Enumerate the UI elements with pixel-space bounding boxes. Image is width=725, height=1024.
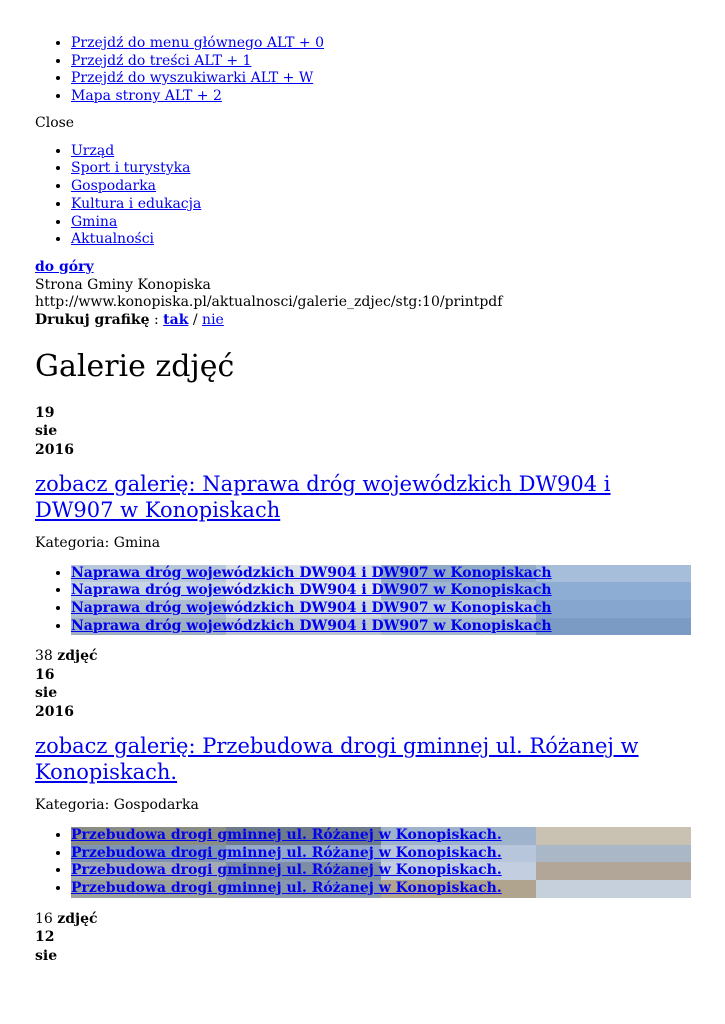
gallery-thumbnail (71, 827, 690, 845)
gallery-thumbnail (71, 845, 690, 863)
gallery-thumbnail (71, 565, 690, 583)
gallery-thumbnail (71, 862, 690, 880)
page-title: Galerie zdjęć (35, 348, 235, 384)
photo-count-word: zdjęć (57, 648, 98, 665)
print-graphics-yes-link[interactable]: tak (163, 311, 189, 328)
menu-link-gmina[interactable]: Gmina (71, 213, 118, 230)
close-button[interactable]: Close (35, 114, 75, 131)
gallery-thumbnail (71, 618, 690, 636)
main-menu (35, 143, 690, 249)
menu-item-urzad (71, 143, 690, 161)
print-graphics-sep: : (154, 311, 159, 328)
photo-count-number: 38 (35, 648, 53, 665)
thumbnail-link[interactable]: Przebudowa drogi gminnej ul. Różanej w Konopiskach. (71, 862, 502, 879)
gallery-photo-count (35, 910, 690, 929)
gallery-day: 12 (35, 929, 55, 946)
skip-link-item (71, 70, 690, 88)
print-graphics-no-link[interactable]: nie (202, 311, 224, 328)
photo-count-word: zdjęć (57, 910, 98, 927)
gallery-year: 2016 (35, 441, 74, 458)
skip-link-item (71, 53, 690, 71)
gallery-thumbnail (71, 582, 690, 600)
gallery-year: 2016 (35, 703, 74, 720)
print-graphics-slash: / (192, 311, 198, 328)
thumbnail-link[interactable]: Przebudowa drogi gminnej ul. Różanej w Konopiskach. (71, 879, 502, 896)
print-graphics-label: Drukuj grafikę (35, 311, 150, 328)
skip-to-menu-link[interactable]: Przejdź do menu głównego ALT + 0 (71, 35, 324, 51)
gallery-category: Kategoria: Gmina (35, 535, 161, 552)
thumbnail-link[interactable]: Naprawa dróg wojewódzkich DW904 i DW907 w Konopiskach (71, 617, 552, 634)
gallery-day: 19 (35, 404, 55, 421)
print-url: http://www.konopiska.pl/aktualnosci/galerie_zdjec/stg:10/printpdf (35, 294, 503, 311)
back-to-top (35, 259, 690, 277)
skip-links-list (35, 0, 690, 106)
gallery-title (35, 471, 690, 523)
gallery-photo-count (35, 647, 690, 666)
thumbnail-link[interactable]: Naprawa dróg wojewódzkich DW904 i DW907 w Konopiskach (71, 600, 552, 616)
skip-link-item (71, 88, 690, 106)
menu-link-gospodarka[interactable]: Gospodarka (71, 178, 157, 195)
gallery-category: Kategoria: Gospodarka (35, 797, 199, 814)
menu-link-urzad[interactable]: Urząd (71, 142, 115, 159)
site-name: Strona Gminy Konopiska (35, 276, 211, 293)
skip-to-content-link[interactable]: Przejdź do treści ALT + 1 (71, 52, 252, 69)
gallery-title-link[interactable]: zobacz galerię: Naprawa dróg wojewódzkich DW904 i DW907 w Konopiskach (35, 472, 611, 523)
gallery-day: 16 (35, 666, 55, 683)
gallery-title (35, 733, 690, 785)
sitemap-link[interactable]: Mapa strony ALT + 2 (71, 88, 222, 105)
gallery-month: sie (35, 685, 58, 702)
gallery-month: sie (35, 423, 58, 440)
gallery-thumbnail (71, 600, 690, 618)
menu-item-gospodarka (71, 178, 690, 196)
menu-item-aktualnosci (71, 231, 690, 249)
back-to-top-link[interactable]: do góry (35, 258, 94, 275)
gallery-thumbnails (35, 827, 690, 898)
thumbnail-link[interactable]: Przebudowa drogi gminnej ul. Różanej w Konopiskach. (71, 844, 502, 861)
thumbnail-link[interactable]: Naprawa dróg wojewódzkich DW904 i DW907 w Konopiskach (71, 582, 552, 599)
gallery-thumbnail (71, 880, 690, 898)
menu-item-kultura (71, 196, 690, 214)
print-graphics-option (35, 312, 690, 330)
menu-link-kultura[interactable]: Kultura i edukacja (71, 195, 202, 212)
gallery-month: sie (35, 947, 58, 964)
menu-link-aktualnosci[interactable]: Aktualności (71, 231, 155, 248)
menu-link-sport[interactable]: Sport i turystyka (71, 160, 191, 177)
thumbnail-link[interactable]: Przebudowa drogi gminnej ul. Różanej w Konopiskach. (71, 826, 502, 843)
gallery-title-link[interactable]: zobacz galerię: Przebudowa drogi gminnej ul. Różanej w Konopiskach. (35, 734, 639, 785)
gallery-thumbnails (35, 565, 690, 636)
menu-item-sport (71, 160, 690, 178)
skip-link-item (71, 35, 690, 53)
skip-to-search-link[interactable]: Przejdź do wyszukiwarki ALT + W (71, 70, 314, 87)
menu-item-gmina (71, 214, 690, 232)
photo-count-number: 16 (35, 910, 53, 927)
thumbnail-link[interactable]: Naprawa dróg wojewódzkich DW904 i DW907 w Konopiskach (71, 564, 552, 581)
